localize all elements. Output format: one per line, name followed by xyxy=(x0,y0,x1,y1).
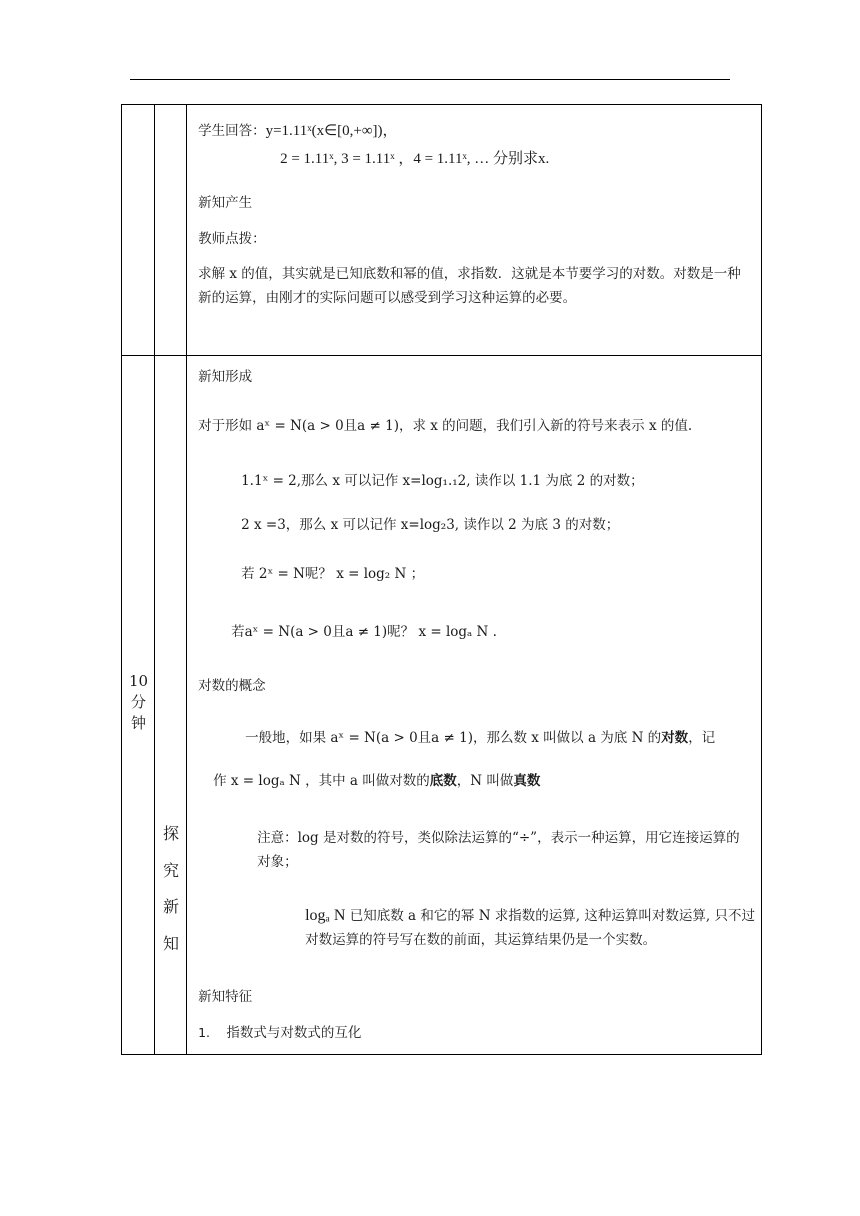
list-item-text: 指数式与对数式的互化 xyxy=(226,1025,362,1041)
intro-text: 对于形如 aˣ = N(a > 0且a ≠ 1)，求 x 的问题，我们引入新的符号来表示 x 的值. xyxy=(198,418,693,434)
note2-block xyxy=(305,904,761,952)
stage-cell xyxy=(155,105,187,356)
header-rule xyxy=(130,79,730,80)
definition-line-1 xyxy=(245,726,715,746)
section-new-knowledge: 新知产生 xyxy=(198,195,253,211)
definition-line-2 xyxy=(213,769,540,789)
example-line: 若aˣ = N(a > 0且a ≠ 1)呢？ x = logₐ N . xyxy=(231,624,497,640)
definition-text: ，N 叫做 xyxy=(456,773,514,789)
time-cell xyxy=(122,105,155,356)
content-cell xyxy=(187,105,762,356)
term-antilog: 真数 xyxy=(513,773,541,789)
time-cell xyxy=(122,356,155,1055)
note2-text: 已知底数 a 和它的幂 N 求指数的运算, 这种运算叫对数运算, 只不过对数运算的符号写在数的前面，其运算结果仍是一个实数。 xyxy=(305,908,755,948)
definition-text: ，记 xyxy=(688,730,716,746)
definition-text: 作 x = logₐ N ，其中 a 叫做对数的 xyxy=(213,773,430,789)
term-base: 底数 xyxy=(429,773,457,789)
duration-number: 10 xyxy=(128,672,149,690)
section-feature: 新知特征 xyxy=(198,989,253,1005)
duration-char: 分 xyxy=(130,693,146,711)
table-row xyxy=(122,105,762,356)
duration-char: 钟 xyxy=(130,714,146,732)
equation-list: 2 = 1.11ˣ, 3 = 1.11ˣ ，4 = 1.11ˣ, … 分别求x. xyxy=(280,151,550,167)
list-item xyxy=(198,1021,361,1041)
explanation-paragraph: 求解 x 的值，其实就是已知底数和幂的值，求指数．这就是本节要学习的对数。对数是一种新的运算，由刚才的实际问题可以感受到学习这种运算的必要。 xyxy=(198,266,741,306)
definition-text: 一般地，如果 aˣ = N(a > 0且a ≠ 1)，那么数 x 叫做以 a 为底 N 的 xyxy=(245,730,662,746)
stage-char: 探 xyxy=(163,824,180,843)
student-answer xyxy=(198,119,397,140)
term-logarithm: 对数 xyxy=(661,730,689,746)
student-answer-label: 学生回答： xyxy=(198,123,266,139)
stage-cell xyxy=(155,356,187,1055)
example-line: 1.1ˣ = 2,那么 x 可以记作 x=log₁.₁2, 读作以 1.1 为底 2 的对数； xyxy=(241,473,644,489)
stage-char: 新 xyxy=(163,897,180,916)
table-row xyxy=(122,356,762,1055)
log-symbol: logₐ N xyxy=(305,907,346,924)
note-paragraph: 注意：log 是对数的符号，类似除法运算的“÷”，表示一种运算，用它连接运算的对象； xyxy=(257,830,740,870)
example-line: 2 x =3，那么 x 可以记作 x=log₂3, 读作以 2 为底 3 的对数； xyxy=(241,517,620,533)
section-formation: 新知形成 xyxy=(198,369,253,385)
teacher-label: 教师点拨： xyxy=(198,231,266,247)
content-cell xyxy=(187,356,762,1055)
stage-char: 究 xyxy=(163,861,180,880)
duration-label xyxy=(122,671,155,734)
section-concept: 对数的概念 xyxy=(198,678,266,694)
lesson-table xyxy=(121,104,762,1055)
stage-char: 知 xyxy=(163,934,180,953)
student-answer-expr: y=1.11ˣ(x∈[0,+∞])， xyxy=(265,123,398,139)
list-number: 1. xyxy=(198,1025,211,1040)
example-line: 若 2ˣ = N呢？ x = log₂ N ； xyxy=(241,566,425,582)
